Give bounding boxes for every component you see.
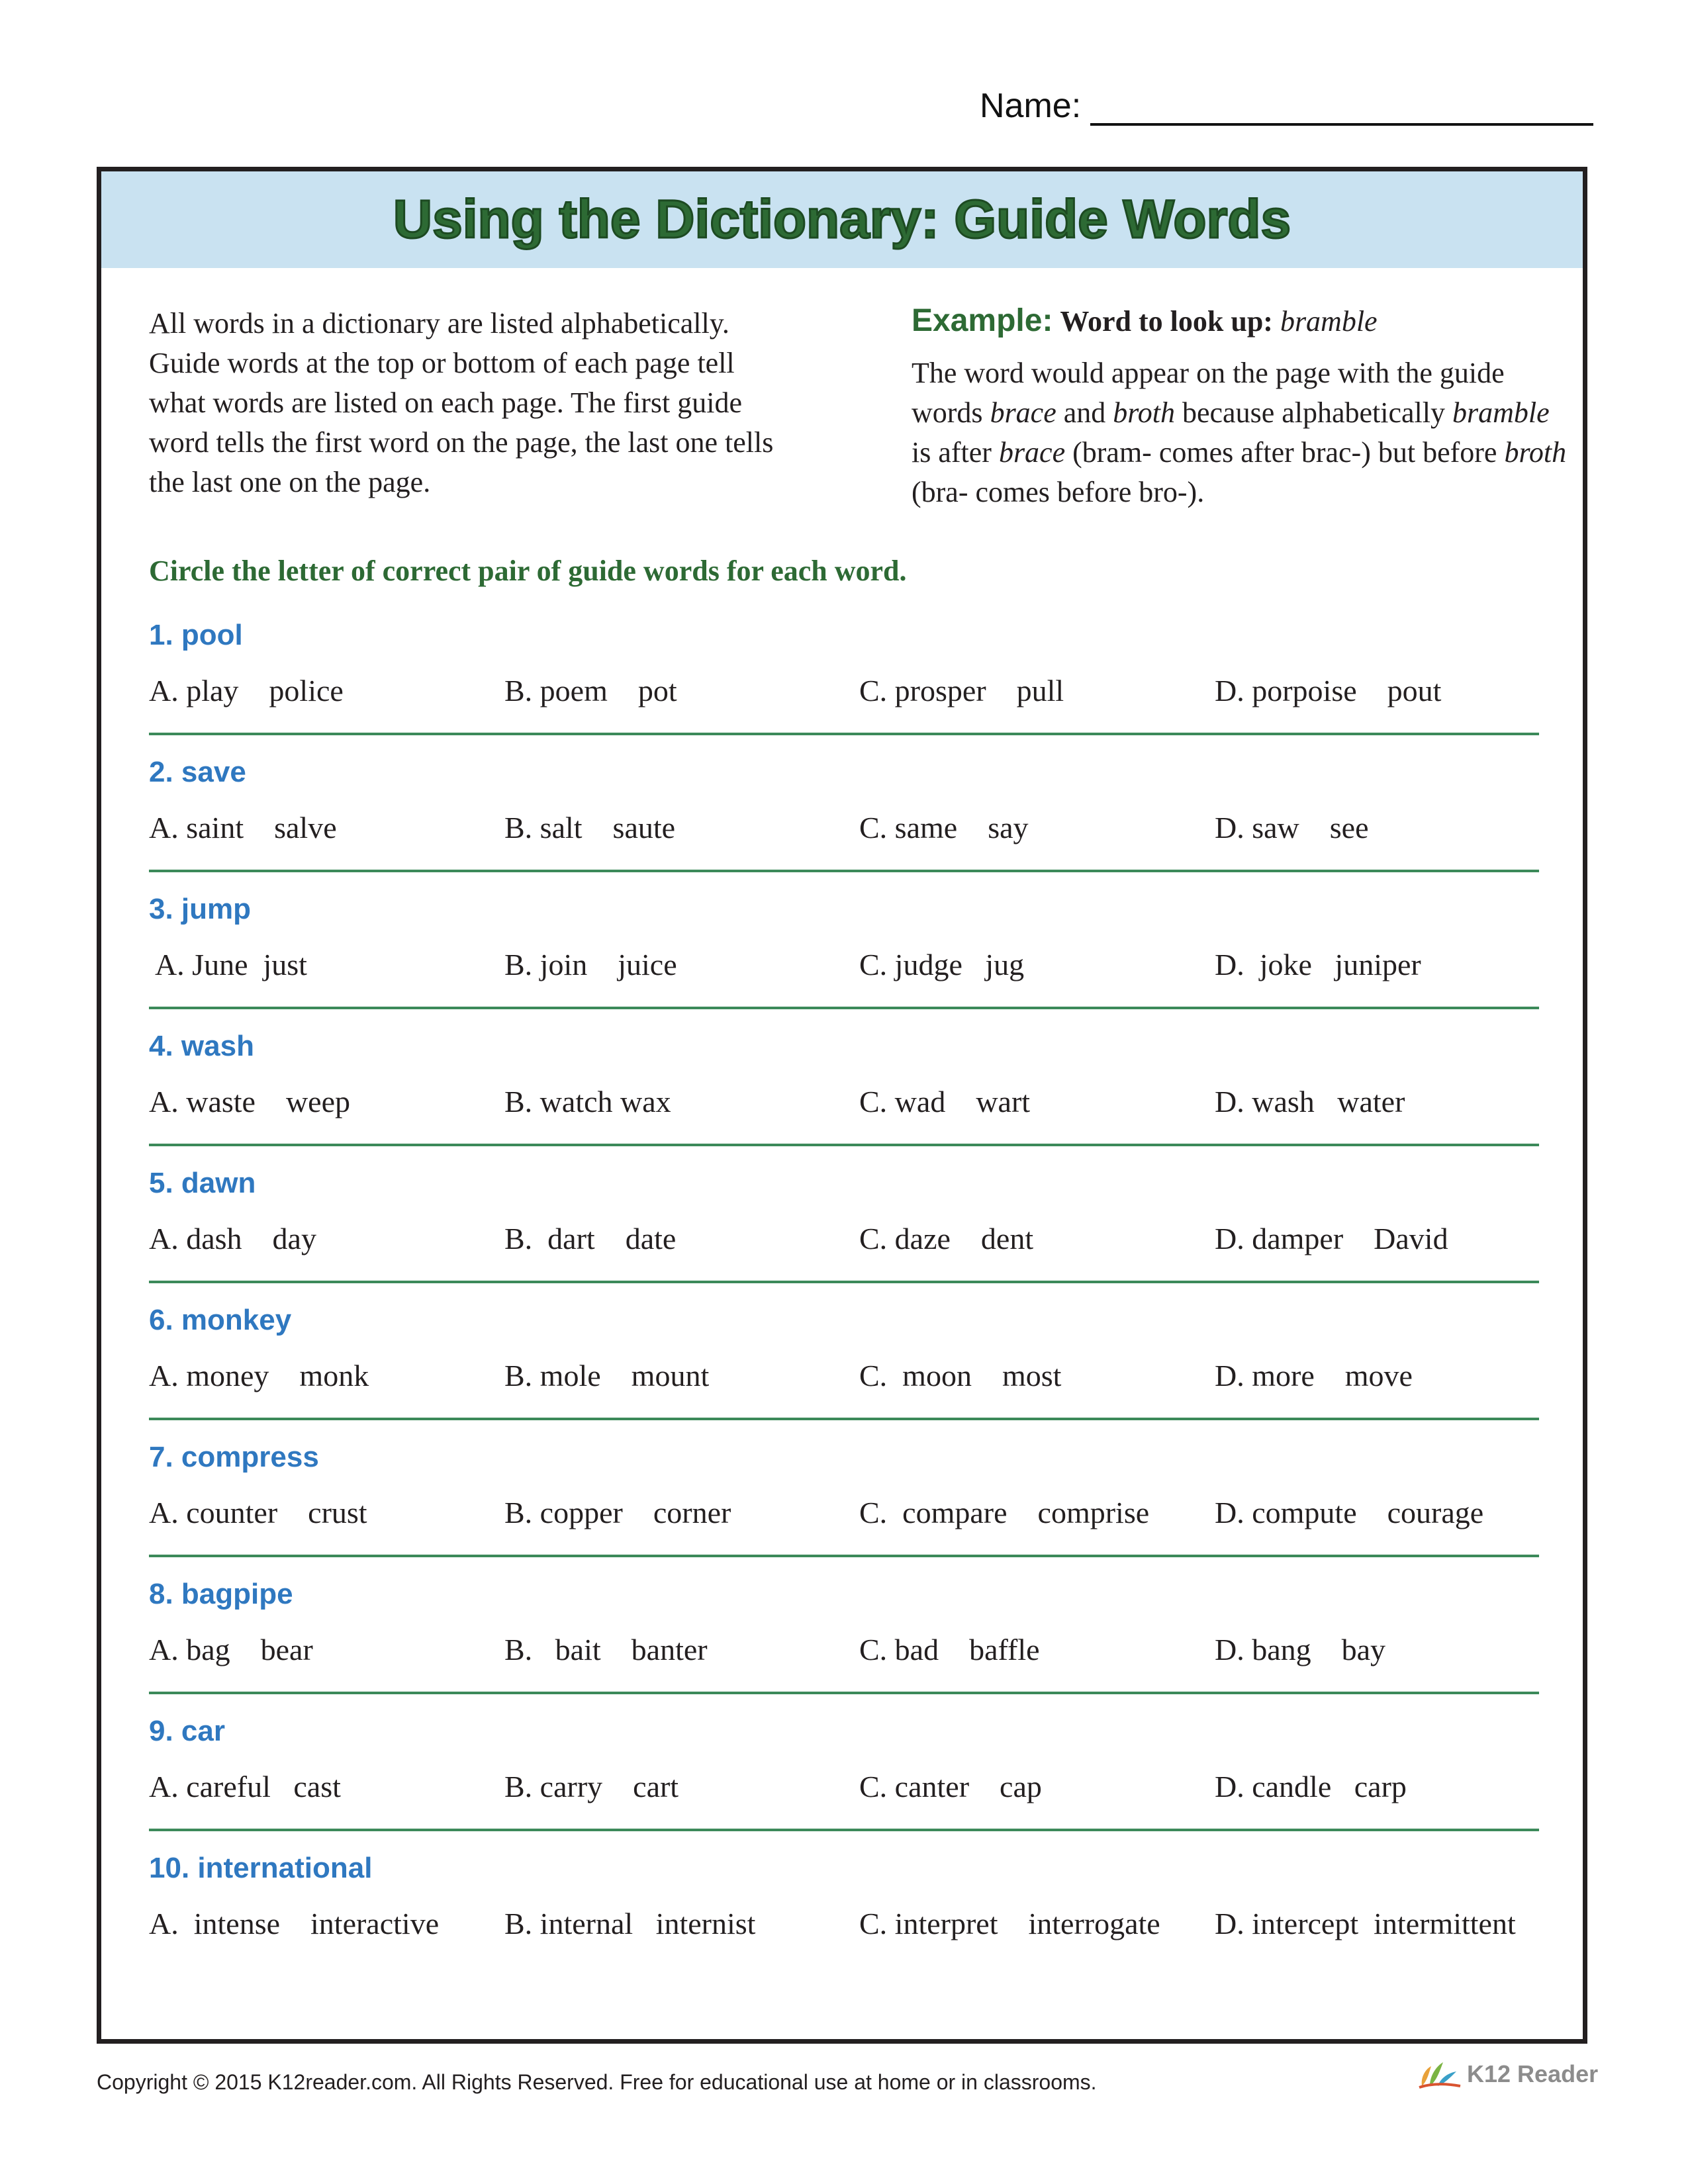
question-word: 2. save (149, 756, 246, 788)
copyright-footer: Copyright © 2015 K12reader.com. All Rights Reserved. Free for educational use at home or in classrooms. (97, 2070, 1097, 2094)
leaf-icon (1417, 2060, 1463, 2089)
example-text: (bram- comes after brac-) but before (1065, 436, 1505, 469)
question-word: 5. dawn (149, 1167, 256, 1199)
intro-line: what words are listed on each page. The first guide (149, 387, 743, 419)
choice-c[interactable]: C. compare comprise (859, 1496, 1150, 1529)
choice-b[interactable]: B. carry cart (504, 1770, 679, 1803)
question-item (149, 1715, 1539, 1852)
choice-a[interactable]: A. dash day (149, 1222, 316, 1255)
example-text: because alphabetically (1175, 396, 1453, 429)
question-word: 8. bagpipe (149, 1578, 293, 1610)
choice-b[interactable]: B. copper corner (504, 1496, 731, 1529)
title-band (101, 171, 1583, 268)
choice-a[interactable]: A. June just (149, 948, 307, 981)
choice-a[interactable]: A. waste weep (149, 1085, 351, 1118)
lookup-label: Word to look up: (1060, 305, 1273, 338)
choice-b[interactable]: B. internal internist (504, 1907, 756, 1940)
question-item (149, 1852, 1539, 1989)
choice-row (149, 1769, 1539, 1809)
choice-b[interactable]: B. salt saute (504, 811, 676, 844)
example-text: (bra- comes before bro-). (912, 476, 1205, 508)
question-item (149, 893, 1539, 1030)
question-item (149, 1578, 1539, 1715)
page-title: Using the Dictionary: Guide Words (393, 189, 1291, 250)
choice-row (149, 673, 1539, 713)
intro-line: All words in a dictionary are listed alphabetically. (149, 307, 729, 340)
divider (149, 1281, 1539, 1283)
divider (149, 1418, 1539, 1420)
divider (149, 870, 1539, 872)
choice-d[interactable]: D. more move (1215, 1359, 1413, 1392)
choice-d[interactable]: D. damper David (1215, 1222, 1448, 1255)
example-box (912, 301, 1567, 512)
divider (149, 1007, 1539, 1009)
question-word: 10. international (149, 1852, 373, 1884)
intro-line: the last one on the page. (149, 466, 431, 498)
question-word: 6. monkey (149, 1304, 292, 1336)
divider (149, 1692, 1539, 1694)
example-text: The word would appear on the page with the guide words (912, 357, 1505, 429)
question-word: 4. wash (149, 1030, 254, 1062)
name-label: Name: (980, 87, 1082, 125)
choice-row (149, 810, 1539, 850)
question-item (149, 1167, 1539, 1304)
choice-row (149, 947, 1539, 987)
example-italic-word: brace (998, 436, 1066, 469)
question-word: 3. jump (149, 893, 252, 925)
choice-row (149, 1358, 1539, 1398)
choice-row (149, 1495, 1539, 1535)
example-heading (912, 301, 1567, 341)
choice-row (149, 1221, 1539, 1261)
question-list (149, 619, 1539, 1989)
choice-b[interactable]: B. bait banter (504, 1633, 708, 1666)
question-word: 1. pool (149, 619, 243, 651)
choice-row (149, 1632, 1539, 1672)
choice-c[interactable]: C. moon most (859, 1359, 1062, 1392)
choice-row (149, 1084, 1539, 1124)
choice-d[interactable]: D. bang bay (1215, 1633, 1386, 1666)
divider (149, 1829, 1539, 1831)
choice-d[interactable]: D. porpoise pout (1215, 674, 1442, 707)
choice-c[interactable]: C. interpret interrogate (859, 1907, 1160, 1940)
choice-a[interactable]: A. counter crust (149, 1496, 367, 1529)
intro-line: Guide words at the top or bottom of each page tell (149, 347, 735, 379)
intro-paragraph (149, 304, 837, 502)
question-item (149, 1304, 1539, 1441)
choice-a[interactable]: A. money monk (149, 1359, 369, 1392)
example-italic-word: broth (1113, 396, 1175, 429)
example-label: Example: (912, 303, 1053, 338)
choice-c[interactable]: C. canter cap (859, 1770, 1042, 1803)
question-item (149, 756, 1539, 893)
question-item (149, 1441, 1539, 1578)
question-item (149, 619, 1539, 756)
choice-b[interactable]: B. mole mount (504, 1359, 710, 1392)
k12reader-logo (1417, 2060, 1598, 2089)
choice-c[interactable]: C. bad baffle (859, 1633, 1040, 1666)
name-field[interactable] (980, 86, 1593, 126)
choice-d[interactable]: D. saw see (1215, 811, 1369, 844)
choice-c[interactable]: C. same say (859, 811, 1029, 844)
choice-c[interactable]: C. daze dent (859, 1222, 1034, 1255)
example-text: and (1056, 396, 1113, 429)
example-explanation (912, 353, 1567, 512)
choice-c[interactable]: C. judge jug (859, 948, 1025, 981)
choice-c[interactable]: C. prosper pull (859, 674, 1064, 707)
choice-a[interactable]: A. play police (149, 674, 344, 707)
choice-a[interactable]: A. bag bear (149, 1633, 313, 1666)
intro-line: word tells the first word on the page, the last one tells (149, 426, 774, 459)
logo-text: K12 Reader (1467, 2060, 1599, 2087)
choice-c[interactable]: C. wad wart (859, 1085, 1031, 1118)
choice-row (149, 1906, 1539, 1946)
example-italic-word: brace (990, 396, 1056, 429)
choice-d[interactable]: D. compute courage (1215, 1496, 1484, 1529)
choice-d[interactable]: D. joke juniper (1215, 948, 1421, 981)
choice-a[interactable]: A. intense interactive (149, 1907, 440, 1940)
example-text: is after (912, 436, 999, 469)
choice-a[interactable]: A. saint salve (149, 811, 337, 844)
divider (149, 1144, 1539, 1146)
question-word: 9. car (149, 1715, 225, 1747)
divider (149, 1555, 1539, 1557)
question-word: 7. compress (149, 1441, 319, 1473)
example-italic-word: bramble (1452, 396, 1550, 429)
lookup-word: bramble (1280, 305, 1378, 338)
worksheet-frame (97, 167, 1587, 2044)
choice-d[interactable]: D. intercept intermittent (1215, 1907, 1516, 1940)
divider (149, 733, 1539, 735)
name-blank-line[interactable] (1090, 89, 1593, 126)
choice-b[interactable]: B. join juice (504, 948, 677, 981)
choice-a[interactable]: A. careful cast (149, 1770, 341, 1803)
instruction-text: Circle the letter of correct pair of guide words for each word. (149, 555, 907, 587)
choice-d[interactable]: D. wash water (1215, 1085, 1405, 1118)
choice-b[interactable]: B. poem pot (504, 674, 677, 707)
choice-d[interactable]: D. candle carp (1215, 1770, 1407, 1803)
example-italic-word: broth (1504, 436, 1567, 469)
choice-b[interactable]: B. watch wax (504, 1085, 671, 1118)
question-item (149, 1030, 1539, 1167)
choice-b[interactable]: B. dart date (504, 1222, 677, 1255)
